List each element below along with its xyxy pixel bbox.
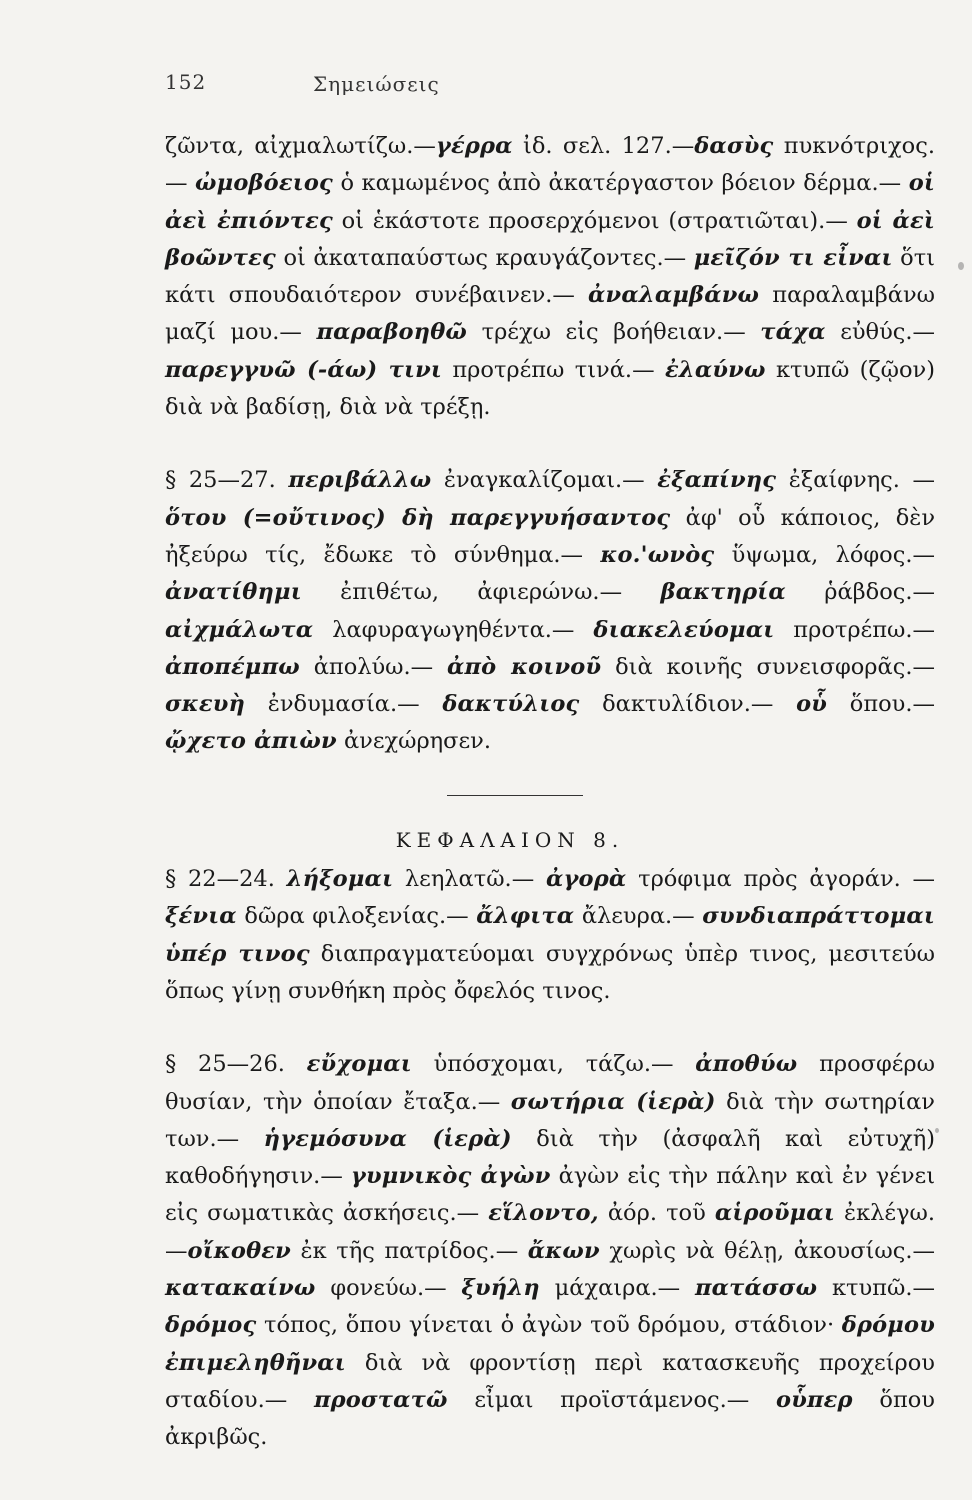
gloss-text: ἐναγκαλίζομαι.— [431,467,658,494]
gloss-text: παραλαμβάνω μαζί μου.— [165,282,935,346]
gloss-text: ἐπιθέτω, ἀφιερώνω.— [301,579,661,606]
gloss-text: ἀπολύω.— [299,653,447,680]
lemma-term: κατακαίνω [165,1275,316,1302]
chapter-heading: ΚΕΦΑΛΑΙΟΝ 8. [395,827,625,852]
gloss-text: προτρέπω.— [774,616,935,643]
gloss-text: προσφέρω θυσίαν, τὴν ὁποίαν ἔταξα.— [165,1051,936,1115]
lemma-term: ἀποθύω [695,1051,798,1078]
gloss-text: ῥάβδος.— [785,579,935,606]
page-header [165,70,912,110]
lemma-term: οὗ [796,691,828,718]
lemma-term: συνδιαπράττομαι ὑπέρ τινος [165,903,935,967]
lemma-term: γέρρα [435,133,513,159]
lemma-term: περιβάλλω [288,467,432,494]
gloss-text: ὕψωμα, λόφος.— [714,541,935,568]
gloss-text: κτυπῶ (ζῷον) διὰ νὰ βαδίσῃ, διὰ νὰ τρέξῃ. [165,356,936,421]
gloss-text: τρέχω εἰς βοήθειαν.— [467,319,761,346]
lemma-term: βακτηρία [660,579,786,606]
gloss-text: ὅτι κάτι σπουδαιότερον συνέβαινεν.— [165,244,935,309]
gloss-text: κτυπῶ.— [817,1275,935,1302]
lemma-term: λήξομαι [286,866,394,893]
lemma-term: ὅτου (=οὔτινος) δὴ παρεγγυήσαντος [165,504,671,531]
lemma-term: ξένια [165,903,237,930]
lemma-term: ἀποπέμπω [165,653,300,680]
gloss-text: ἐνδυμασία.— [245,691,443,718]
lemma-term: προστατῶ [313,1386,448,1413]
running-title: Σημειώσεις [313,72,440,96]
gloss-text: ἀνεχώρησεν. [336,728,492,755]
lemma-term: ξυήλη [461,1275,540,1302]
gloss-text: § 25—26. [165,1051,307,1078]
lemma-term: δρόμος [165,1312,257,1339]
gloss-text: ὁ καμωμένος ἀπὸ ἀκατέργαστον βόειον δέρμα.— [332,170,909,197]
lemma-term: οὗπερ [775,1386,853,1413]
gloss-text: φονεύω.— [315,1275,462,1302]
lemma-term: δακτύλιος [442,691,580,718]
lemma-term: οἱ ἀεὶ ἐπιόντες [165,170,935,234]
lemma-term: σωτήρια (ἱερὰ) [510,1088,716,1115]
gloss-text: τρόφιμα πρὸς ἀγοράν. — [626,866,936,893]
lemma-term: δρόμου ἐπιμεληθῆναι [165,1312,935,1376]
gloss-text: οἱ ἀκαταπαύστως κραυγάζοντες.— [275,244,694,271]
ink-blot [958,262,964,270]
lemma-term: ἐλαύνω [664,356,766,383]
gloss-text: διὰ τὴν σωτηρίαν των.— [165,1088,935,1152]
lemma-term: αἰχμάλωτα [165,616,314,643]
lemma-term: οἱ ἀεὶ βοῶντες [165,207,935,271]
gloss-text: ἐκ τῆς πατρίδος.— [290,1237,528,1264]
lemma-term: ἀπὸ κοινοῦ [447,653,602,680]
gloss-text: χωρὶς νὰ θέλῃ, ἀκουσίως.— [599,1237,935,1264]
page-number: 152 [165,70,207,94]
lemma-term: τάχα [760,319,826,346]
gloss-text: ζῶντα, αἰχμαλωτίζω.— [165,133,436,159]
gloss-text: τόπος, ὅπου γίνεται ὁ ἀγὼν τοῦ δρόμου, στάδιον· [256,1312,842,1339]
gloss-text: μάχαιρα.— [539,1275,695,1302]
gloss-text: ἰδ. σελ. 127.— [512,133,695,159]
lemma-term: κο.'ωνὸς [600,541,715,568]
gloss-text: ὅπου.— [827,691,935,718]
gloss-text: ἐκλέγω.— [165,1200,936,1264]
lemma-term: πατάσσω [694,1275,818,1302]
gloss-text: διὰ κοινῆς συνεισφορᾶς.— [601,653,935,680]
gloss-text: διαπραγματεύομαι συγχρόνως ὑπὲρ τινος, μεσιτεύω ὅπως γίνῃ συνθήκη πρὸς ὄφελός τινος. [165,940,936,1004]
gloss-text: ἀφ' οὗ κάποιος, δὲν ἠξεύρω τίς, ἔδωκε τὸ σύνθημα.— [165,504,935,568]
gloss-text: εἶμαι προϊστάμενος.— [447,1386,776,1413]
notes-body [165,128,935,1457]
lemma-term: παραβοηθῶ [316,319,468,346]
gloss-text: δῶρα φιλοξενίας.— [236,903,477,930]
lemma-term: διακελεύομαι [593,616,775,643]
lemma-term: αἱροῦμαι [714,1200,835,1227]
lemma-term: δασὺς [694,133,774,159]
lemma-term: εἵλοντο, [488,1200,599,1227]
gloss-text: προτρέπω τινά.— [442,356,665,383]
gloss-text: § 22—24. [165,866,287,893]
gloss-text: οἱ ἑκάστοτε προσερχόμενοι (στρατιῶται).— [332,207,857,234]
lemma-term: εὔχομαι [306,1051,412,1078]
lemma-term: γυμνικὸς ἀγὼν [350,1163,551,1190]
gloss-text: ἄλευρα.— [574,903,703,930]
lemma-term: ἀναλαμβάνω [588,282,760,309]
gloss-text: διὰ νὰ φροντίσῃ περὶ κατασκευῆς προχείρου σταδίου.— [165,1349,935,1413]
gloss-text: πυκνότριχος.— [165,133,935,197]
lemma-term: οἴκοθεν [187,1237,291,1264]
gloss-text: διὰ τὴν (ἀσφαλῆ καὶ εὐτυχῆ) καθοδήγησιν.— [165,1125,935,1190]
gloss-text: λαφυραγωγηθέντα.— [313,616,594,643]
lemma-term: ὠμοβόειος [195,170,333,197]
gloss-text: λεηλατῶ.— [393,866,546,893]
gloss-text: ὅπου ἀκριβῶς. [165,1386,935,1451]
lemma-term: ἡγεμόσυνα (ἱερὰ) [263,1125,512,1152]
lemma-term: σκευὴ [165,691,246,718]
lemma-term: ᾤχετο ἀπιὼν [165,728,337,755]
gloss-text: ὑπόσχομαι, τάζω.— [411,1051,696,1078]
note-paragraph [165,1046,935,1456]
gloss-text: εὐθύς.— [825,319,936,346]
section-divider [447,795,583,796]
gloss-text: § 25—27. [165,467,289,494]
gloss-text: δακτυλίδιον.— [579,691,797,718]
note-paragraph [165,462,935,760]
lemma-term: παρεγγυῶ (-άω) τινι [165,356,442,383]
ink-blot [935,1128,939,1133]
note-paragraph [165,128,935,426]
lemma-term: ἄλφιτα [476,903,575,930]
lemma-term: ἄκων [527,1237,600,1264]
lemma-term: μεῖζόν τι εἶναι [693,244,893,271]
lemma-term: ἀγορὰ [545,866,627,893]
gloss-text: ἀόρ. τοῦ [598,1200,715,1227]
gloss-text: ἐξαίφνης. — [776,467,936,494]
note-paragraph [165,861,935,1010]
gloss-text: ἀγὼν εἰς τὴν πάλην καὶ ἐν γένει εἰς σωματικὰς ἀσκήσεις.— [165,1163,936,1227]
lemma-term: ἐξαπίνης [657,467,777,494]
lemma-term: ἀνατίθημι [165,579,302,606]
